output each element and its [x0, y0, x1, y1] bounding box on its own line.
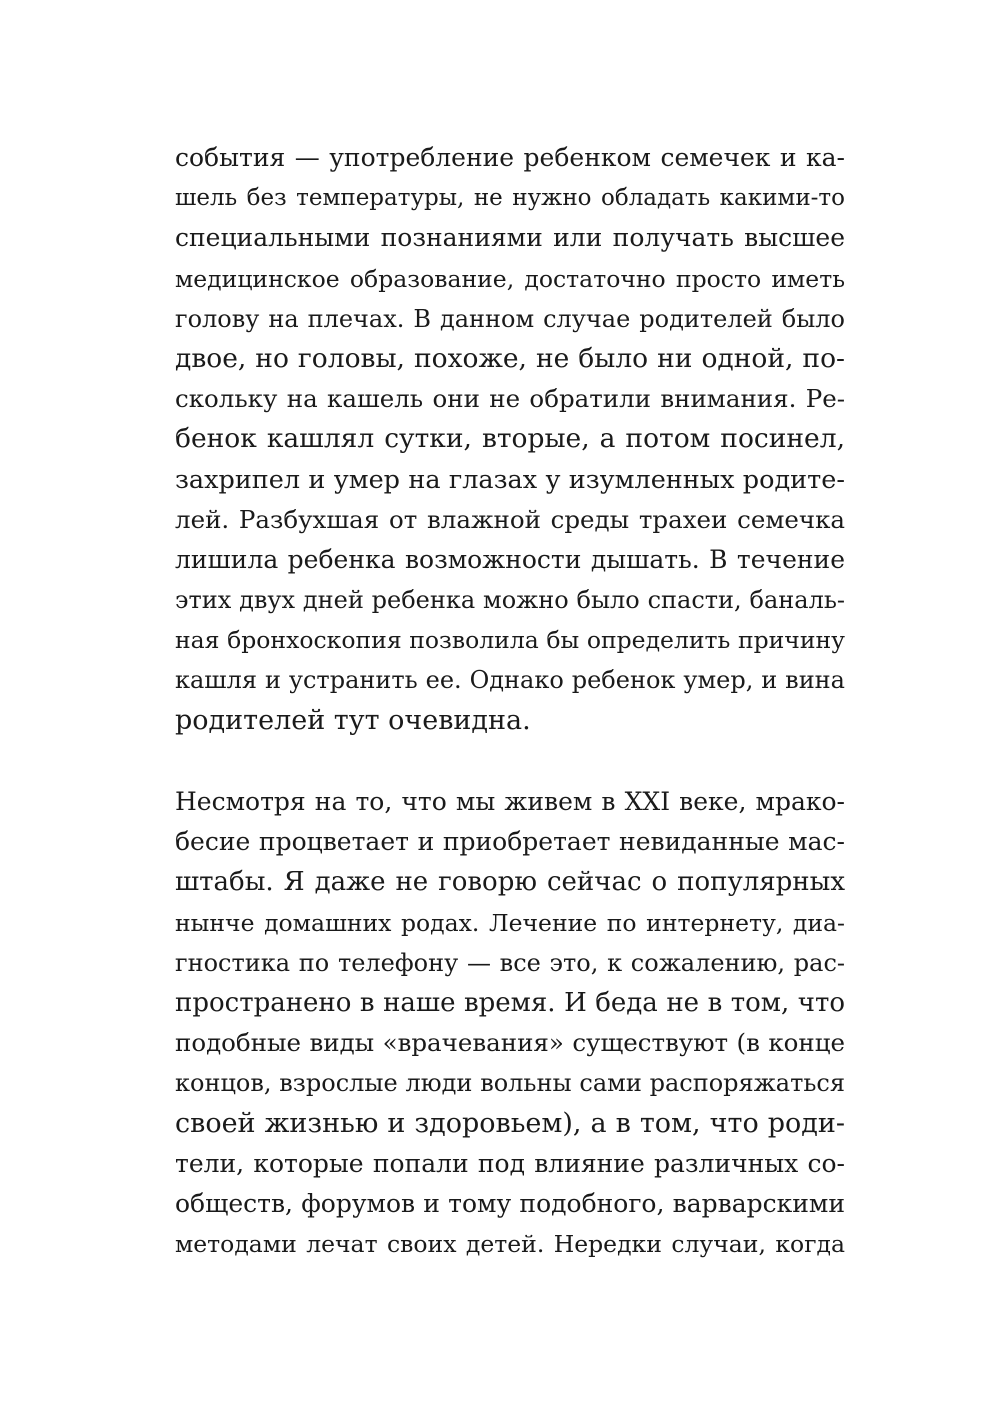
text-line: Несмотря на то, что мы живем в XXI веке, мрако-: [175, 787, 845, 816]
text-line: этих двух дней ребенка можно было спасти, баналь-: [175, 586, 845, 615]
text-line: захрипел и умер на глазах у изумленных родите-: [175, 464, 845, 495]
text-line: бенок кашлял сутки, вторые, а потом посинел,: [175, 423, 845, 455]
text-line: специальными познаниями или получать высшее: [175, 223, 845, 253]
text-line: методами лечат своих детей. Нередки случаи, когда: [175, 1230, 845, 1259]
text-line: своей жизнью и здоровьем), а в том, что роди-: [175, 1107, 845, 1139]
text-line: лишила ребенка возможности дышать. В течение: [175, 544, 845, 574]
text-line: двое, но головы, похоже, не было ни одной, по-: [175, 342, 845, 374]
text-line: штабы. Я даже не говорю сейчас о популярных: [175, 867, 845, 898]
text-line: подобные виды «врачевания» существуют (в конце: [175, 1028, 845, 1058]
text-line: пространено в наше время. И беда не в том, что: [175, 987, 845, 1018]
text-line: тели, которые попали под влияние различных со-: [175, 1148, 845, 1178]
text-line: бесие процветает и приобретает невиданные мас-: [175, 827, 845, 857]
text-line: голову на плечах. В данном случае родителей было: [175, 304, 845, 333]
text-line: события — употребление ребенком семечек и ка-: [175, 143, 845, 172]
text-line: концов, взрослые люди вольны сами распоряжаться: [175, 1069, 845, 1098]
text-line: родителей тут очевидна.: [175, 704, 531, 736]
text-line: лей. Разбухшая от влажной среды трахеи семечка: [175, 504, 845, 534]
text-line: гностика по телефону — все это, к сожалению, рас-: [175, 948, 845, 977]
text-line: ная бронхоскопия позволила бы определить причину: [175, 626, 845, 655]
text-line: скольку на кашель они не обратили внимания. Ре-: [175, 384, 845, 414]
text-line: шель без температуры, не нужно обладать какими-то: [175, 185, 845, 212]
text-line: обществ, форумов и тому подобного, варварскими: [175, 1188, 845, 1218]
text-line: нынче домашних родах. Лечение по интернету, диа-: [175, 908, 845, 937]
text-line: медицинское образование, достаточно просто иметь: [175, 264, 845, 293]
paragraph-1: [175, 138, 845, 741]
paragraph-2: [175, 782, 845, 1264]
text-line: кашля и устранить ее. Однако ребенок умер, и вина: [175, 666, 845, 695]
